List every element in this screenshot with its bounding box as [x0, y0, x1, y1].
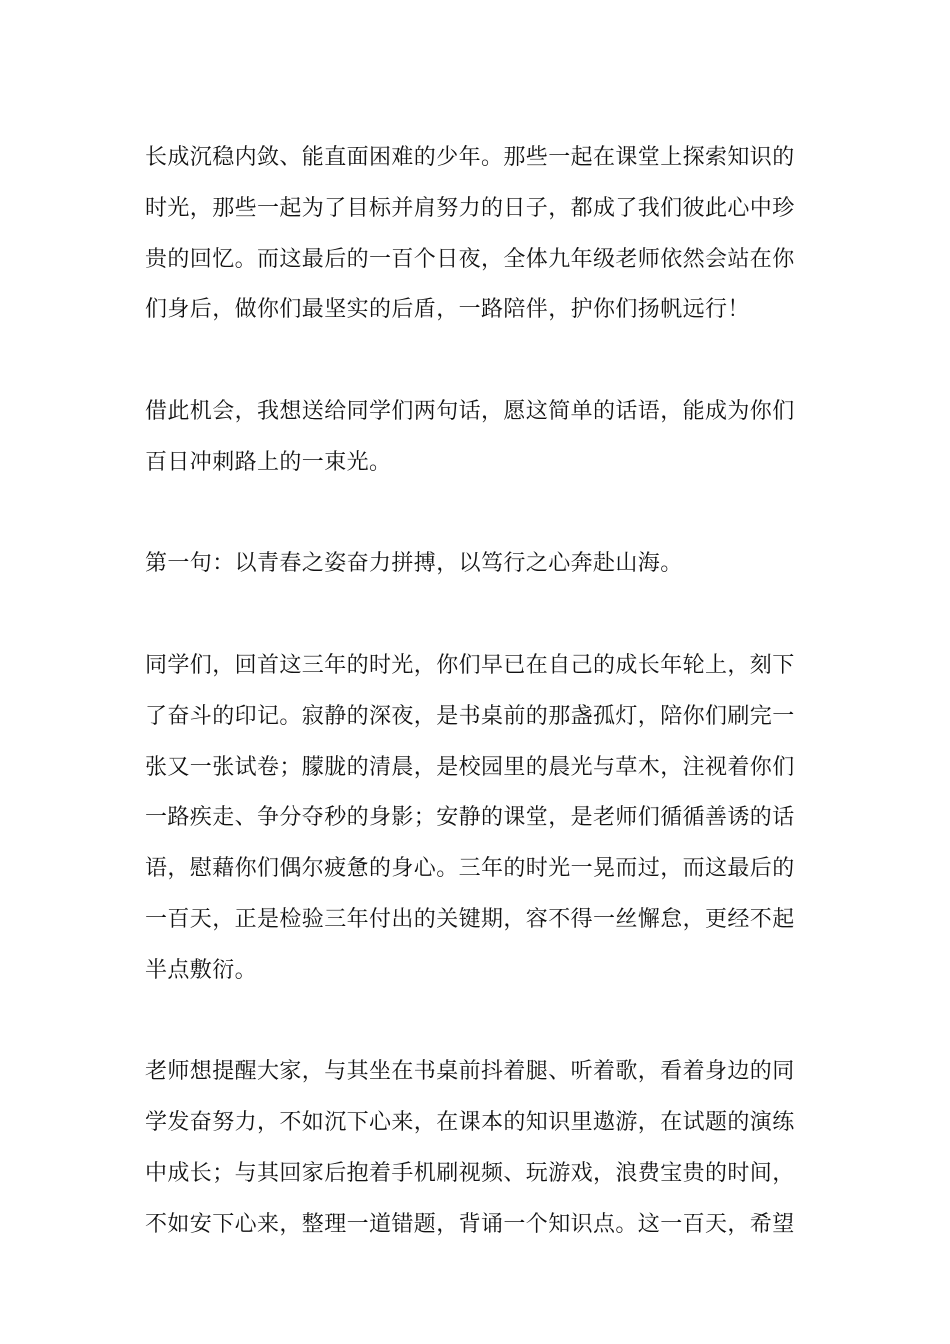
text-line: 贵的回忆。而这最后的一百个日夜，全体九年级老师依然会站在你 — [145, 246, 795, 272]
text-line: 老师想提醒大家，与其坐在书桌前抖着腿、听着歌，看着身边的同 — [145, 1059, 795, 1085]
text-line: 同学们，回首这三年的时光，你们早已在自己的成长年轮上，刻下 — [145, 652, 795, 678]
paragraph-2 — [145, 387, 807, 489]
paragraph-spacer — [145, 997, 807, 1048]
text-line: 不如安下心来，整理一道错题，背诵一个知识点。这一百天，希望 — [145, 1211, 795, 1237]
text-line: 们身后，做你们最坚实的后盾，一路陪伴，护你们扬帆远行！ — [145, 297, 750, 323]
text-line: 长成沉稳内敛、能直面困难的少年。那些一起在课堂上探索知识的 — [145, 145, 795, 170]
paragraph-4 — [145, 641, 807, 997]
text-line: 半点敷衍。 — [145, 957, 258, 983]
paragraph-3 — [145, 539, 807, 590]
text-line: 了奋斗的印记。寂静的深夜，是书桌前的那盏孤灯，陪你们刷完一 — [145, 703, 795, 729]
paragraph-spacer — [145, 590, 807, 641]
document-body — [145, 133, 807, 1251]
paragraph-5 — [145, 1047, 807, 1250]
paragraph-spacer — [145, 489, 807, 540]
text-line: 时光，那些一起为了目标并肩努力的日子，都成了我们彼此心中珍 — [145, 195, 795, 221]
text-line: 学发奋努力，不如沉下心来，在课本的知识里遨游，在试题的演练 — [145, 1110, 795, 1136]
text-line: 一路疾走、争分夺秒的身影；安静的课堂，是老师们循循善诱的话 — [145, 805, 795, 831]
text-line: 第一句：以青春之姿奋力拼搏，以笃行之心奔赴山海。 — [145, 551, 683, 577]
text-line: 百日冲刺路上的一束光。 — [145, 449, 392, 475]
paragraph-spacer — [145, 336, 807, 387]
paragraph-1 — [145, 133, 807, 336]
text-line: 张又一张试卷；朦胧的清晨，是校园里的晨光与草木，注视着你们 — [145, 754, 795, 780]
text-line: 语，慰藉你们偶尔疲惫的身心。三年的时光一晃而过，而这最后的 — [145, 856, 795, 882]
text-line: 中成长；与其回家后抱着手机刷视频、玩游戏，浪费宝贵的时间， — [145, 1160, 795, 1186]
text-line: 一百天，正是检验三年付出的关键期，容不得一丝懈怠，更经不起 — [145, 906, 795, 932]
text-line: 借此机会，我想送给同学们两句话，愿这简单的话语，能成为你们 — [145, 398, 795, 424]
